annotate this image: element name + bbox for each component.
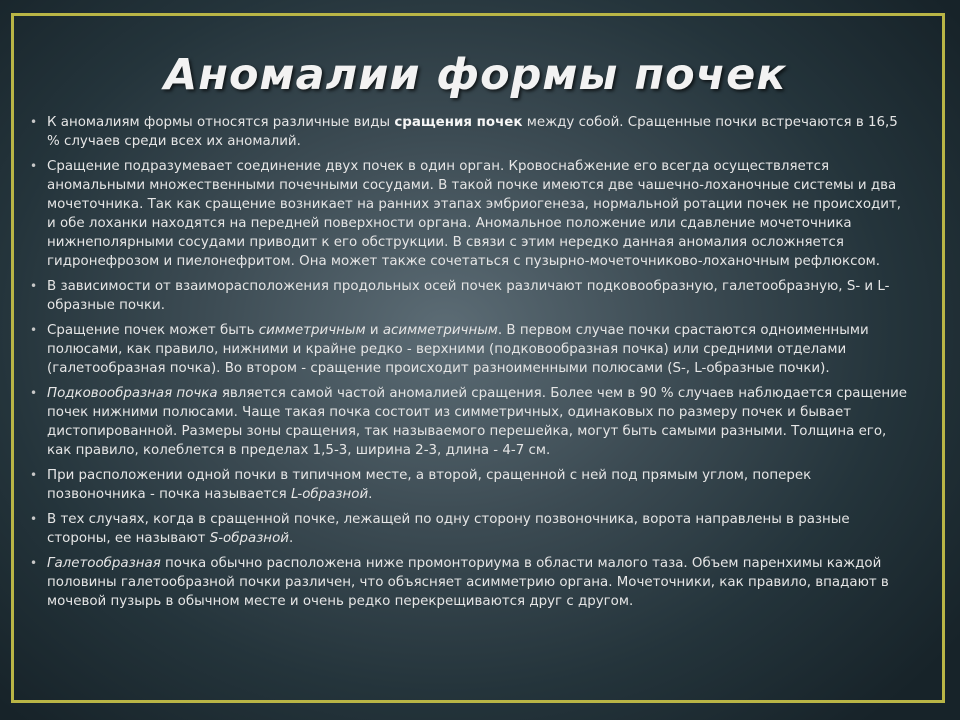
bullet-item xyxy=(30,321,910,378)
bullet-text: почка обычно расположена ниже промонториума в области малого таза. Объем паренхимы каждой половины галетообразной почки различен, что объясняет асимметрию органа. Мочеточники, как правило, впадают в мочевой пузырь в обычном месте и очень редко перекрещиваются друг с другом. xyxy=(47,556,889,609)
bullet-text: Сращение почек может быть xyxy=(47,323,259,338)
bullet-item xyxy=(30,510,910,548)
bullet-text-italic: симметричным xyxy=(258,323,366,338)
bullet-list xyxy=(30,113,910,617)
bullet-text: Сращение подразумевает соединение двух почек в один орган. Кровоснабжение его всегда осуществляется аномальными множественными почечными сосудами. В такой почке имеются две чашечно-лоханочные системы и два мочеточника. Так как сращение возникает на ранних этапах эмбриогенеза, нормальной ротации почек не происходит, и обе лоханки находятся на передней поверхности органа. Аномальное положение или сдавление мочеточника нижнеполярными сосудами приводит к его обструкции. В связи с этим нередко данная аномалия осложняется гидронефрозом и пиелонефритом. Она может также сочетаться с пузырно-мочеточниково-лоханочным рефлюксом. xyxy=(47,159,902,269)
bullet-item xyxy=(30,277,910,315)
bullet-marker: • xyxy=(30,468,38,482)
bullet-text: . В первом случае почки срастаются одноименными полюсами, как правило, нижними и крайне редко - верхними (подковообразная почка) или средними отделами (галетообразная почка). Во втором - сращение происходит разноименными полюсами (S-, L-образные почки). xyxy=(47,323,869,376)
bullet-text: При расположении одной почки в типичном месте, а второй, сращенной с ней под прямым углом, поперек позвоночника - почка называется xyxy=(47,468,812,502)
bullet-text: К аномалиям формы относятся различные виды xyxy=(47,115,395,130)
bullet-item xyxy=(30,157,910,271)
bullet-text: . xyxy=(368,487,373,502)
bullet-marker: • xyxy=(30,556,38,570)
bullet-text-bold: сращения почек xyxy=(394,115,523,130)
bullet-item xyxy=(30,384,910,460)
bullet-marker: • xyxy=(30,323,38,337)
bullet-text-italic: S-образной xyxy=(209,531,289,546)
bullet-text: В тех случаях, когда в сращенной почке, лежащей по одну сторону позвоночника, ворота направлены в разные стороны, ее называют xyxy=(47,512,850,546)
bullet-text-italic: Подковообразная почка xyxy=(47,386,218,401)
bullet-marker: • xyxy=(30,159,38,173)
bullet-text: является самой частой аномалией сращения. Более чем в 90 % случаев наблюдается сращение почек нижними полюсами. Чаще такая почка состоит из симметричных, одинаковых по размеру почек и бывает дистопированной. Размеры зоны сращения, так называемого перешейка, могут быть самыми разными. Толщина его, как правило, колеблется в пределах 1,5-3, ширина 2-3, длина - 4-7 см. xyxy=(47,386,908,458)
bullet-text: и xyxy=(365,323,383,338)
bullet-text-italic: L-образной xyxy=(290,487,369,502)
bullet-text-italic: асимметричным xyxy=(382,323,498,338)
bullet-marker: • xyxy=(30,386,38,400)
bullet-text: . xyxy=(288,531,294,546)
bullet-item xyxy=(30,554,910,611)
bullet-marker: • xyxy=(30,512,38,526)
bullet-marker: • xyxy=(30,279,38,293)
bullet-text: между собой. Сращенные почки встречаются в 16,5 % случаев среди всех их аномалий. xyxy=(47,115,898,149)
bullet-marker: • xyxy=(30,115,38,129)
slide-title: Аномалии формы почек xyxy=(164,50,787,100)
bullet-item xyxy=(30,113,910,151)
bullet-text: В зависимости от взаиморасположения продольных осей почек различают подковообразную, галетообразную, S- и L-образные почки. xyxy=(47,279,890,313)
bullet-item xyxy=(30,466,910,504)
bullet-text-italic: Галетообразная xyxy=(47,556,161,571)
